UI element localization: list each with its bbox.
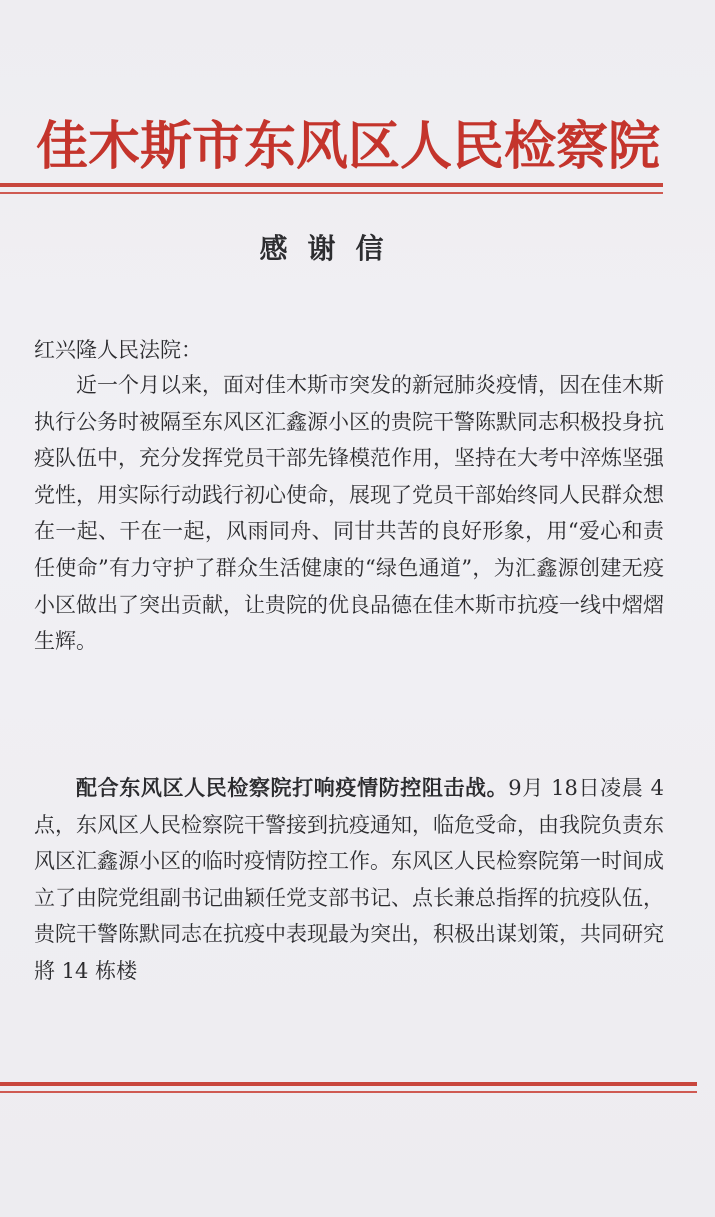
paragraph-lead-heading: 配合东风区人民检察院打响疫情防控阻击战。: [76, 776, 509, 800]
footer-divider-thick: [0, 1082, 697, 1086]
letterhead-divider-thin: [0, 192, 663, 194]
paragraph-text: 近一个月以来，面对佳木斯市突发的新冠肺炎疫情，因在佳木斯执行公务时被隔至东风区汇鑫源小区的贵院干警陈默同志积极投身抗疫队伍中，充分发挥党员干部先锋模范作用，坚持在大考中淬炼坚强党性，用实际行动践行初心使命，展现了党员干部始终同人民群众想在一起、干在一起，风雨同舟、同甘共苦的良好形象，用“爱心和责任使命”有力守护了群众生活健康的“绿色通道”，为汇鑫源创建无疫小区做出了突出贡献，让贵院的优良品德在佳木斯市抗疫一线中熠熠生辉。: [34, 373, 664, 654]
document-title: 感谢信: [259, 232, 404, 265]
letterhead-divider-thick: [0, 183, 663, 187]
letterhead-organization: 佳木斯市东风区人民检察院: [36, 116, 661, 177]
paragraph-text: 9月 18日凌晨 4 点，东风区人民检察院干警接到抗疫通知，临危受命，由我院负责东风区汇鑫源小区的临时疫情防控工作。东风区人民检察院第一时间成立了由院党组副书记曲颖任党支部书记、点长兼总指挥的抗疫队伍，贵院干警陈默同志在抗疫中表现最为突出，积极出谋划策，共同研究將 14 栋楼: [34, 776, 665, 983]
footer-divider-thin: [0, 1091, 697, 1093]
salutation: 红兴隆人民法院：: [34, 338, 202, 362]
body-paragraph: [34, 770, 664, 990]
body-paragraph: [34, 367, 664, 660]
